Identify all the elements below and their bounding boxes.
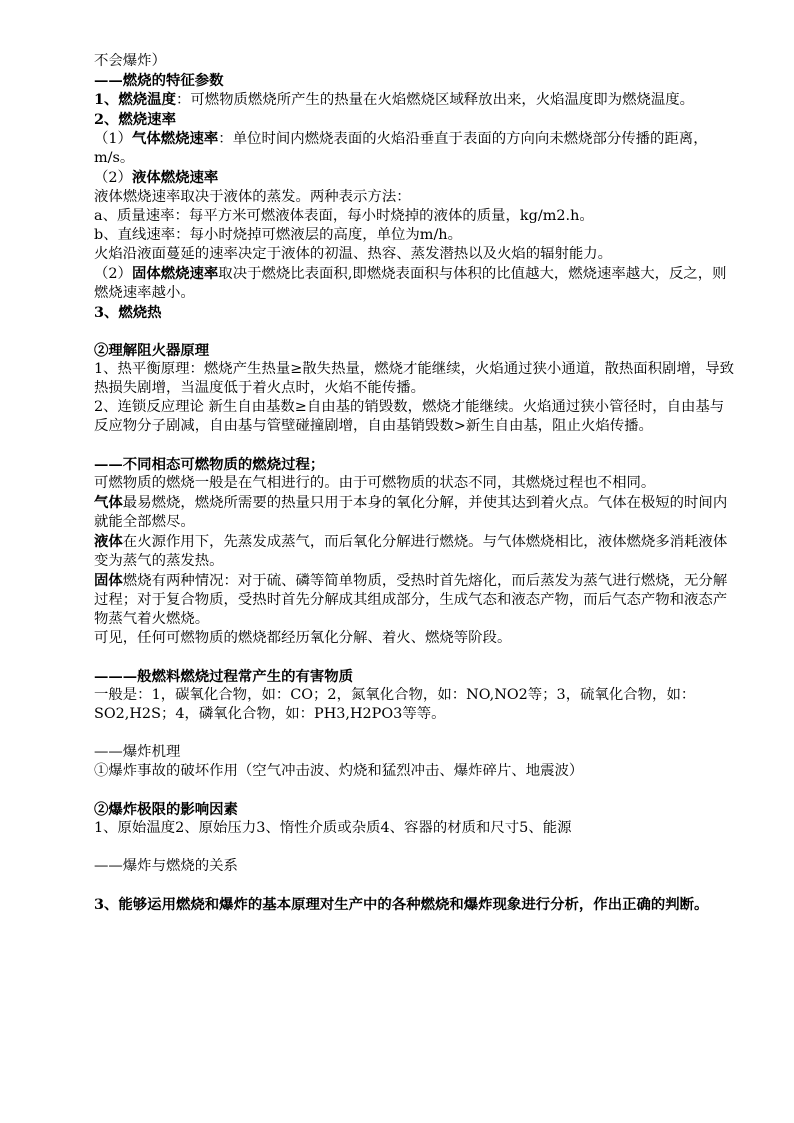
paragraph: ①爆炸事故的破坏作用（空气冲击波、灼烧和猛烈冲击、爆炸碎片、地震波） [94, 763, 584, 779]
paragraph [94, 129, 734, 168]
definition: 最易燃烧，燃烧所需要的热量只用于本身的氧化分解，并使其达到着火点。气体在极短的时间内就能全部燃尽。 [94, 495, 728, 530]
section-heading: ——爆炸机理 [94, 744, 181, 760]
term: 固体燃烧速率 [131, 265, 219, 282]
section-heading: ——不同相态可燃物质的燃烧过程； [94, 456, 325, 473]
definition: ：可燃物质燃烧所产生的热量在火焰燃烧区域释放出来，火焰温度即为燃烧温度。 [175, 92, 695, 108]
section-heading: ———般燃料燃烧过程常产生的有害物质 [94, 668, 354, 685]
term: 液体燃烧速率 [131, 169, 219, 186]
subheading: 2、燃烧速率 [94, 111, 176, 128]
subheading: 3、燃烧热 [94, 304, 162, 321]
text-line: b、直线速率：每小时烧掉可燃液层的高度，单位为m/h。 [94, 227, 462, 243]
item-number: （1） [94, 131, 132, 147]
definition: ：单位时间内燃烧表面的火焰沿垂直于表面的方向向未燃烧部分传播的距离，m/s。 [94, 131, 708, 166]
section-heading: ——燃烧的特征参数 [94, 72, 224, 89]
term: 气体燃烧速率 [131, 130, 219, 147]
definition: 在火源作用下，先蒸发成蒸气，而后氧化分解进行燃烧。与气体燃烧相比，液体燃烧多消耗液体变为蒸气的蒸发热。 [94, 534, 728, 569]
paragraph: 一般是：1，碳氧化合物，如：CO；2，氮氧化合物，如：NO,NO2等；3，硫氧化合物，如：SO2,H2S；4，磷氧化合物，如：PH3,H2PO3等等。 [94, 687, 696, 722]
section-heading: ②爆炸极限的影响因素 [94, 801, 238, 818]
blank-line [94, 648, 734, 667]
paragraph [94, 90, 734, 110]
item-number: （2） [94, 170, 132, 186]
blank-line [94, 876, 734, 895]
text-line: 不会爆炸） [94, 53, 166, 69]
term: 液体 [94, 533, 123, 550]
section-heading: ——爆炸与燃烧的关系 [94, 858, 238, 874]
blank-line [94, 436, 734, 455]
paragraph: 1、原始温度2、原始压力3、惰性介质或杂质4、容器的材质和尺寸5、能源 [94, 820, 572, 836]
paragraph [94, 571, 734, 629]
paragraph [94, 264, 734, 303]
term: 固体 [94, 572, 123, 589]
item-number: （2） [94, 266, 132, 282]
paragraph: 2、连锁反应理论 新生自由基数≥自由基的销毁数，燃烧才能继续。火焰通过狭小管径时，自由基与反应物分子剧减，自由基与管壁碰撞剧增，自由基销毁数>新生自由基，阻止火焰传播。 [94, 399, 725, 434]
paragraph [94, 532, 734, 571]
term: 1、燃烧温度 [94, 91, 176, 108]
section-heading: ②理解阻火器原理 [94, 342, 210, 359]
blank-line [94, 724, 734, 743]
section-heading: 3、能够运用燃烧和爆炸的基本原理对生产中的各种燃烧和爆炸现象进行分析，作出正确的判断。 [94, 896, 709, 913]
definition: 燃烧有两种情况：对于硫、磷等简单物质，受热时首先熔化，而后蒸发为蒸气进行燃烧，无分解过程；对于复合物质，受热时首先分解成其组成部分，生成气态和液态产物，而后气态产物和液态产物蒸气着火燃烧。 [94, 573, 728, 627]
paragraph [94, 493, 734, 532]
term: 气体 [94, 494, 123, 511]
document-page [94, 52, 734, 914]
text-line: 火焰沿液面蔓延的速率决定于液体的初温、热容、蒸发潜热以及火焰的辐射能力。 [94, 246, 613, 262]
blank-line [94, 781, 734, 800]
definition: 取决于燃烧比表面积,即燃烧表面积与体积的比值越大，燃烧速率越大，反之，则燃烧速率越小。 [94, 266, 727, 301]
paragraph: 1、热平衡原理：燃烧产生热量≥散失热量，燃烧才能继续，火焰通过狭小通道，散热面积剧增，导致热损失剧增，当温度低于着火点时，火焰不能传播。 [94, 361, 735, 396]
paragraph [94, 168, 734, 188]
paragraph: 可见，任何可燃物质的燃烧都经历氧化分解、着火、燃烧等阶段。 [94, 630, 512, 646]
blank-line [94, 322, 734, 341]
blank-line [94, 838, 734, 857]
text-line: 液体燃烧速率取决于液体的蒸发。两种表示方法： [94, 189, 411, 205]
paragraph: 可燃物质的燃烧一般是在气相进行的。由于可燃物质的状态不同，其燃烧过程也不相同。 [94, 475, 656, 491]
text-line: a、质量速率：每平方米可燃液体表面，每小时烧掉的液体的质量，kg/m2.h。 [94, 208, 594, 224]
